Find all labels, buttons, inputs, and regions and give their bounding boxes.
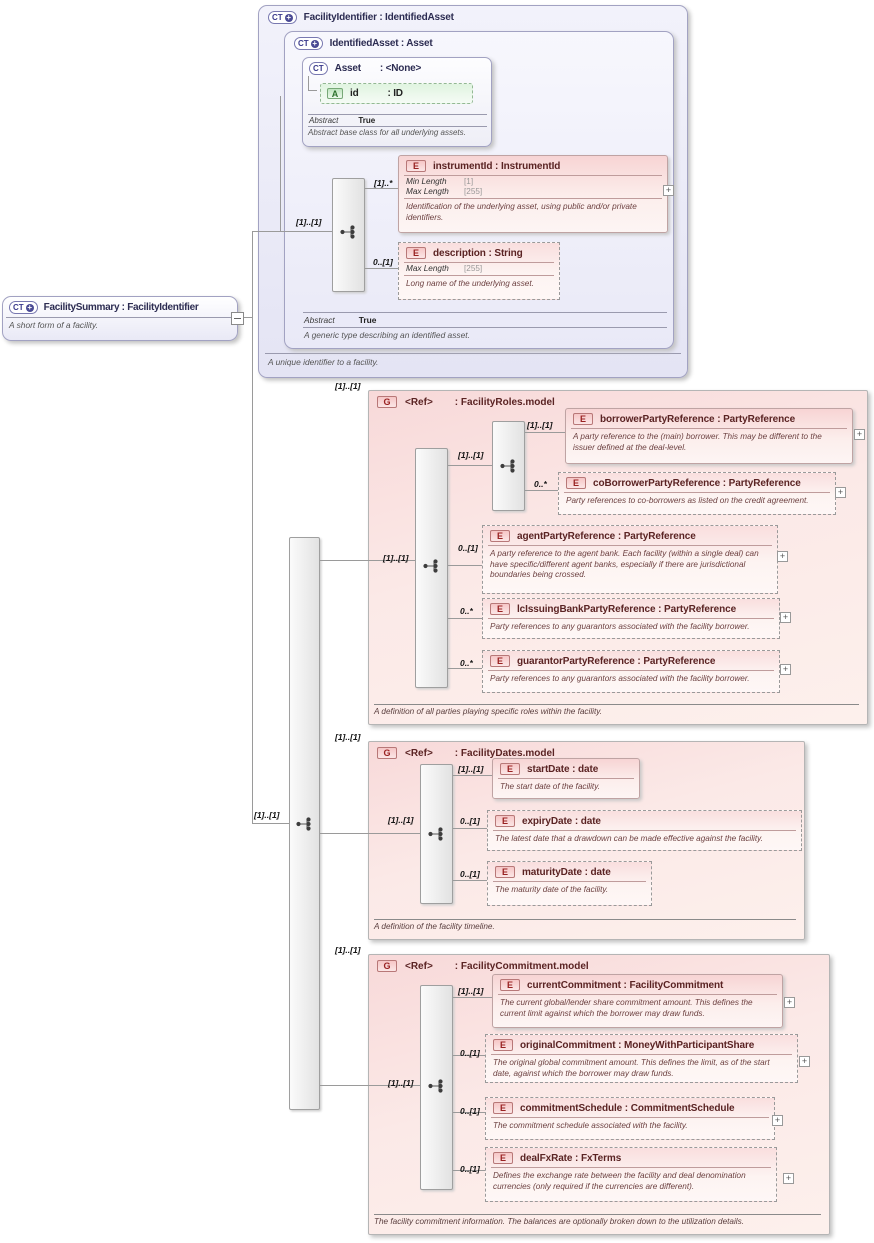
sequence-icon: [427, 1079, 447, 1093]
facet-label: Max Length: [406, 264, 449, 273]
connector-line: [320, 833, 420, 834]
sequence-connector: [415, 448, 448, 688]
cardinality-label: 0..*: [460, 606, 473, 616]
facet-row: [399, 263, 559, 273]
element-box-originalcommitment: [485, 1034, 798, 1083]
footer-text: A definition of all parties playing specific roles within the facility.: [374, 707, 602, 716]
abstract-value: True: [358, 315, 377, 325]
element-description: Party references to any guarantors associated with the facility borrower.: [490, 674, 750, 683]
plus-icon: [311, 40, 319, 48]
box-title: FacilityIdentifier : IdentifiedAsset: [303, 12, 454, 23]
cardinality-label: 0..[1]: [460, 816, 480, 826]
attribute-id-box: [320, 83, 473, 104]
connector-line: [308, 76, 309, 90]
expand-button[interactable]: [784, 997, 795, 1008]
cardinality-label: [1]..[1]: [527, 420, 553, 430]
cardinality-label: [1]..[1]: [388, 1078, 414, 1088]
plus-icon: [285, 14, 293, 22]
element-badge: E: [500, 979, 520, 991]
group-badge: G: [377, 960, 397, 972]
group-ref-label: <Ref>: [405, 747, 433, 759]
facet-row: [399, 176, 667, 186]
element-badge: E: [406, 247, 426, 259]
connector-line: [448, 668, 482, 669]
expand-button[interactable]: [780, 612, 791, 623]
element-badge: E: [490, 603, 510, 615]
sequence-icon: [295, 817, 315, 831]
cardinality-label: [1]..[1]: [254, 810, 280, 820]
connector-line: [525, 432, 565, 433]
cardinality-label: 0..[1]: [460, 1048, 480, 1058]
connector-line: [448, 465, 492, 466]
attribute-badge: A: [327, 88, 343, 99]
box-footer: [265, 353, 681, 367]
element-box-instrumentid: [398, 155, 668, 233]
element-box-lcissuingbankpartyreference: [482, 598, 780, 639]
box-title-name: Asset: [334, 63, 361, 74]
element-title: guarantorPartyReference : PartyReference: [517, 655, 716, 667]
connector-line: [308, 90, 317, 91]
element-box-dealfxrate: [485, 1147, 777, 1202]
cardinality-label: [1]..*: [374, 178, 393, 188]
element-description: Long name of the underlying asset.: [406, 279, 534, 288]
connector-line: [448, 618, 482, 619]
element-box-agentpartyreference: [482, 525, 778, 594]
cardinality-label: [1]..[1]: [296, 217, 322, 227]
facet-label: Min Length: [406, 177, 447, 186]
element-box-commitmentschedule: [485, 1097, 775, 1140]
attribute-type: : ID: [387, 88, 403, 99]
cardinality-label: 0..[1]: [460, 1106, 480, 1116]
connector-line: [365, 188, 398, 189]
footer-text: A unique identifier to a facility.: [268, 357, 379, 367]
group-badge: G: [377, 396, 397, 408]
element-title: maturityDate : date: [522, 866, 611, 878]
box-title-type: : <None>: [379, 63, 422, 74]
element-badge: E: [493, 1102, 513, 1114]
abstract-value: True: [358, 116, 376, 125]
element-badge: E: [566, 477, 586, 489]
element-box-description: [398, 242, 560, 300]
group-footer: [374, 704, 859, 716]
sequence-connector: [420, 985, 453, 1190]
attribute-name: id: [350, 88, 359, 99]
connector-line: [244, 317, 252, 318]
element-description: The start date of the facility.: [500, 782, 600, 791]
element-box-startdate: [492, 758, 640, 799]
footer-text: Abstract base class for all underlying assets.: [308, 128, 466, 137]
element-badge: E: [573, 413, 593, 425]
facet-value: [1]: [464, 177, 474, 186]
footer-text: A generic type describing an identified asset.: [304, 330, 470, 340]
ct-badge: CT +: [268, 11, 297, 24]
element-title: commitmentSchedule : CommitmentSchedule: [520, 1102, 735, 1114]
element-box-borrowerpartyreference: [565, 408, 853, 464]
cardinality-label: 0..[1]: [373, 257, 393, 267]
connector-line: [280, 96, 281, 231]
box-footer: [303, 312, 667, 340]
group-footer: [374, 919, 796, 931]
sequence-connector: [289, 537, 320, 1110]
element-box-maturitydate: [487, 861, 652, 906]
expand-button[interactable]: [783, 1173, 794, 1184]
element-badge: E: [490, 655, 510, 667]
cardinality-label: [1]..[1]: [458, 764, 484, 774]
footer-text: A definition of the facility timeline.: [374, 922, 495, 931]
element-description: The current global/lender share commitment amount. This defines the current limit against which the borrower may draw funds.: [500, 998, 753, 1018]
element-badge: E: [495, 866, 515, 878]
element-title: startDate : date: [527, 763, 599, 775]
connector-line: [448, 565, 482, 566]
facet-value: [255]: [464, 187, 483, 196]
cardinality-label: [1]..[1]: [458, 986, 484, 996]
element-title: lcIssuingBankPartyReference : PartyReference: [517, 603, 737, 615]
element-box-currentcommitment: [492, 974, 783, 1028]
element-title: dealFxRate : FxTerms: [520, 1152, 622, 1164]
element-description: Defines the exchange rate between the facility and deal denomination currencies (only required if the currencies are different).: [493, 1171, 746, 1191]
connector-line: [525, 490, 558, 491]
element-description: The original global commitment amount. This defines the limit, as of the start date, against which the borrower may draw funds.: [493, 1058, 770, 1078]
cardinality-label: 0..*: [534, 479, 547, 489]
collapse-connector[interactable]: [231, 312, 244, 325]
expand-button[interactable]: [799, 1056, 810, 1067]
element-box-guarantorpartyreference: [482, 650, 780, 693]
element-description: A party reference to the (main) borrower. This may be different to the issuer defined at the deal-level.: [573, 432, 822, 452]
ct-badge: CT +: [294, 37, 323, 50]
ct-badge: CT: [309, 62, 328, 75]
element-title: description : String: [433, 247, 523, 259]
cardinality-label: [1]..[1]: [458, 450, 484, 460]
connector-line: [453, 880, 487, 881]
box-description: A short form of a facility.: [9, 320, 98, 330]
sequence-connector: [420, 764, 453, 904]
abstract-label: Abstract: [309, 116, 339, 125]
abstract-label: Abstract: [304, 315, 335, 325]
group-ref-type: : FacilityRoles.model: [454, 396, 555, 408]
expand-button[interactable]: [835, 487, 846, 498]
connector-line: [453, 997, 492, 998]
facet-label: Max Length: [406, 187, 449, 196]
box-footer: [308, 114, 487, 137]
element-badge: E: [493, 1152, 513, 1164]
element-description: A party reference to the agent bank. Each facility (within a single deal) can have specific/different agent banks, especially if there are jurisdictional boundaries being crossed.: [490, 549, 759, 579]
element-title: currentCommitment : FacilityCommitment: [527, 979, 724, 991]
plus-icon: [26, 304, 34, 312]
element-badge: E: [490, 530, 510, 542]
element-description: The maturity date of the facility.: [495, 885, 609, 894]
element-description: Party references to any guarantors associated with the facility borrower.: [490, 622, 750, 631]
group-ref-label: <Ref>: [405, 396, 433, 408]
expand-button[interactable]: [777, 551, 788, 562]
element-box-expirydate: [487, 810, 802, 851]
group-footer: [374, 1214, 821, 1226]
element-badge: E: [493, 1039, 513, 1051]
element-description: The latest date that a drawdown can be made effective against the facility.: [495, 834, 763, 843]
facet-row: [399, 186, 667, 196]
connector-line: [365, 268, 398, 269]
expand-button[interactable]: [780, 664, 791, 675]
cardinality-label: [1]..[1]: [383, 553, 409, 563]
complextype-asset: [302, 57, 492, 147]
box-title: FacilitySummary : FacilityIdentifier: [43, 302, 199, 313]
element-badge: E: [406, 160, 426, 172]
cardinality-label: 0..[1]: [458, 543, 478, 553]
sequence-icon: [422, 559, 442, 573]
element-title: borrowerPartyReference : PartyReference: [600, 413, 796, 425]
element-box-coborrowerpartyreference: [558, 472, 836, 515]
complextype-facilitysummary: [2, 296, 238, 341]
ct-badge: CT +: [9, 301, 38, 314]
group-ref-type: : FacilityDates.model: [454, 747, 555, 759]
cardinality-label: 0..*: [460, 658, 473, 668]
cardinality-label: 0..[1]: [460, 1164, 480, 1174]
element-title: coBorrowerPartyReference : PartyReference: [593, 477, 801, 489]
cardinality-label: [1]..[1]: [335, 945, 361, 955]
group-badge: G: [377, 747, 397, 759]
element-title: originalCommitment : MoneyWithParticipantShare: [520, 1039, 755, 1051]
connector-line: [252, 231, 332, 232]
facet-value: [255]: [464, 264, 483, 273]
group-ref-label: <Ref>: [405, 960, 433, 972]
expand-button[interactable]: [663, 185, 674, 196]
element-description: The commitment schedule associated with the facility.: [493, 1121, 688, 1130]
expand-button[interactable]: [854, 429, 865, 440]
sequence-connector: [492, 421, 525, 511]
group-ref-type: : FacilityCommitment.model: [454, 960, 589, 972]
cardinality-label: [1]..[1]: [335, 381, 361, 391]
cardinality-label: 0..[1]: [460, 869, 480, 879]
footer-text: The facility commitment information. The balances are optionally broken down to the utilization details.: [374, 1217, 744, 1226]
connector-line: [453, 828, 487, 829]
cardinality-label: [1]..[1]: [388, 815, 414, 825]
connector-line: [252, 231, 253, 823]
connector-line: [453, 775, 492, 776]
element-title: agentPartyReference : PartyReference: [517, 530, 696, 542]
element-badge: E: [500, 763, 520, 775]
element-title: expiryDate : date: [522, 815, 601, 827]
expand-button[interactable]: [772, 1115, 783, 1126]
element-description: Party references to co-borrowers as listed on the credit agreement.: [566, 496, 809, 505]
box-title: IdentifiedAsset : Asset: [329, 38, 433, 49]
sequence-icon: [499, 459, 519, 473]
cardinality-label: [1]..[1]: [335, 732, 361, 742]
sequence-connector: [332, 178, 365, 292]
connector-line: [252, 823, 289, 824]
element-title: instrumentId : InstrumentId: [433, 160, 561, 172]
element-description: Identification of the underlying asset, using public and/or private identifiers.: [406, 202, 637, 222]
sequence-icon: [339, 225, 359, 239]
element-badge: E: [495, 815, 515, 827]
sequence-icon: [427, 827, 447, 841]
